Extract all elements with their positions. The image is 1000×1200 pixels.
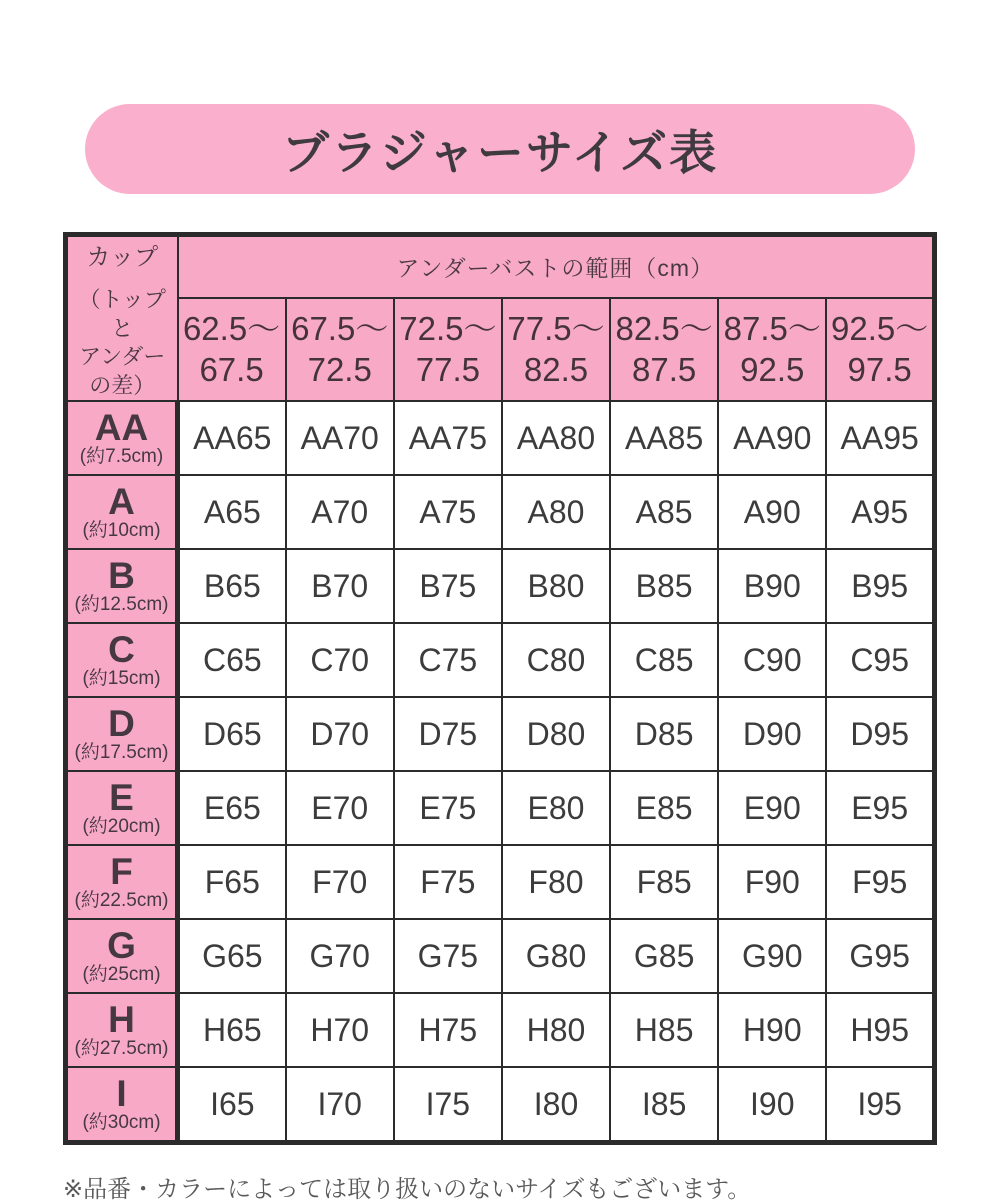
size-cell: A85 — [610, 475, 718, 549]
footnote: ※品番・カラーによっては取り扱いのないサイズもございます。 — [63, 1176, 752, 1200]
column-header-range: 62.5～ 67.5 — [178, 298, 286, 402]
corner-header — [66, 235, 178, 402]
corner-label-desc: （トップと アンダー の差） — [78, 287, 166, 398]
size-cell: H65 — [178, 993, 286, 1067]
size-cell: E75 — [394, 771, 502, 845]
table-row — [66, 771, 935, 845]
size-cell: I70 — [286, 1067, 394, 1143]
row-header-cup: B (約12.5cm) — [66, 549, 178, 623]
size-cell: B90 — [718, 549, 826, 623]
size-cell: AA70 — [286, 401, 394, 475]
size-cell: AA80 — [502, 401, 610, 475]
row-header-cup: G (約25cm) — [66, 919, 178, 993]
size-cell: AA85 — [610, 401, 718, 475]
size-cell: B95 — [826, 549, 934, 623]
underbust-band-header: アンダーバストの範囲（cm） — [178, 235, 935, 298]
size-cell: F80 — [502, 845, 610, 919]
size-cell: B65 — [178, 549, 286, 623]
size-cell: G95 — [826, 919, 934, 993]
corner-label-cup: カップ — [86, 244, 159, 271]
band-header-row — [66, 235, 935, 298]
size-cell: D95 — [826, 697, 934, 771]
column-header-range: 87.5～ 92.5 — [718, 298, 826, 402]
size-cell: AA65 — [178, 401, 286, 475]
row-header-cup: AA (約7.5cm) — [66, 401, 178, 475]
size-cell: H75 — [394, 993, 502, 1067]
size-cell: E85 — [610, 771, 718, 845]
size-cell: E90 — [718, 771, 826, 845]
size-cell: A70 — [286, 475, 394, 549]
size-cell: A65 — [178, 475, 286, 549]
column-header-range: 92.5～ 97.5 — [826, 298, 934, 402]
table-row — [66, 1067, 935, 1143]
size-cell: B70 — [286, 549, 394, 623]
row-header-cup: F (約22.5cm) — [66, 845, 178, 919]
size-cell: D75 — [394, 697, 502, 771]
size-cell: E95 — [826, 771, 934, 845]
size-cell: H85 — [610, 993, 718, 1067]
table-row — [66, 697, 935, 771]
size-cell: A95 — [826, 475, 934, 549]
size-cell: G85 — [610, 919, 718, 993]
size-cell: F85 — [610, 845, 718, 919]
size-cell: G90 — [718, 919, 826, 993]
size-cell: A75 — [394, 475, 502, 549]
size-cell: C75 — [394, 623, 502, 697]
size-cell: F90 — [718, 845, 826, 919]
size-cell: A90 — [718, 475, 826, 549]
row-header-cup: D (約17.5cm) — [66, 697, 178, 771]
size-cell: G75 — [394, 919, 502, 993]
size-cell: I95 — [826, 1067, 934, 1143]
table-row — [66, 845, 935, 919]
size-cell: D90 — [718, 697, 826, 771]
title-banner — [85, 104, 915, 194]
row-header-cup: H (約27.5cm) — [66, 993, 178, 1067]
size-cell: E65 — [178, 771, 286, 845]
size-cell: F65 — [178, 845, 286, 919]
size-cell: C70 — [286, 623, 394, 697]
table-row — [66, 623, 935, 697]
row-header-cup: C (約15cm) — [66, 623, 178, 697]
size-cell: C95 — [826, 623, 934, 697]
size-cell: G80 — [502, 919, 610, 993]
table-row — [66, 475, 935, 549]
row-header-cup: I (約30cm) — [66, 1067, 178, 1143]
size-cell: C65 — [178, 623, 286, 697]
column-header-range: 82.5～ 87.5 — [610, 298, 718, 402]
table-row — [66, 401, 935, 475]
size-cell: G65 — [178, 919, 286, 993]
column-header-range: 72.5～ 77.5 — [394, 298, 502, 402]
size-cell: D65 — [178, 697, 286, 771]
size-cell: AA75 — [394, 401, 502, 475]
table-row — [66, 919, 935, 993]
size-cell: H90 — [718, 993, 826, 1067]
size-cell: B75 — [394, 549, 502, 623]
table-row — [66, 549, 935, 623]
column-header-range: 77.5～ 82.5 — [502, 298, 610, 402]
size-cell: A80 — [502, 475, 610, 549]
size-cell: I80 — [502, 1067, 610, 1143]
page-title: ブラジャーサイズ表 — [281, 125, 719, 179]
size-cell: I75 — [394, 1067, 502, 1143]
row-header-cup: E (約20cm) — [66, 771, 178, 845]
size-cell: I85 — [610, 1067, 718, 1143]
size-cell: H95 — [826, 993, 934, 1067]
column-header-range: 67.5～ 72.5 — [286, 298, 394, 402]
size-cell: B85 — [610, 549, 718, 623]
size-cell: AA90 — [718, 401, 826, 475]
size-cell: I65 — [178, 1067, 286, 1143]
size-cell: D80 — [502, 697, 610, 771]
size-cell: F95 — [826, 845, 934, 919]
size-cell: C90 — [718, 623, 826, 697]
size-cell: F70 — [286, 845, 394, 919]
size-cell: D85 — [610, 697, 718, 771]
table-row — [66, 993, 935, 1067]
size-cell: E70 — [286, 771, 394, 845]
size-cell: AA95 — [826, 401, 934, 475]
size-cell: D70 — [286, 697, 394, 771]
size-cell: G70 — [286, 919, 394, 993]
size-cell: H70 — [286, 993, 394, 1067]
size-cell: C80 — [502, 623, 610, 697]
row-header-cup: A (約10cm) — [66, 475, 178, 549]
size-cell: E80 — [502, 771, 610, 845]
size-cell: I90 — [718, 1067, 826, 1143]
size-cell: H80 — [502, 993, 610, 1067]
size-cell: B80 — [502, 549, 610, 623]
size-cell: C85 — [610, 623, 718, 697]
range-header-row — [66, 298, 935, 402]
bra-size-table — [63, 232, 937, 1145]
size-cell: F75 — [394, 845, 502, 919]
